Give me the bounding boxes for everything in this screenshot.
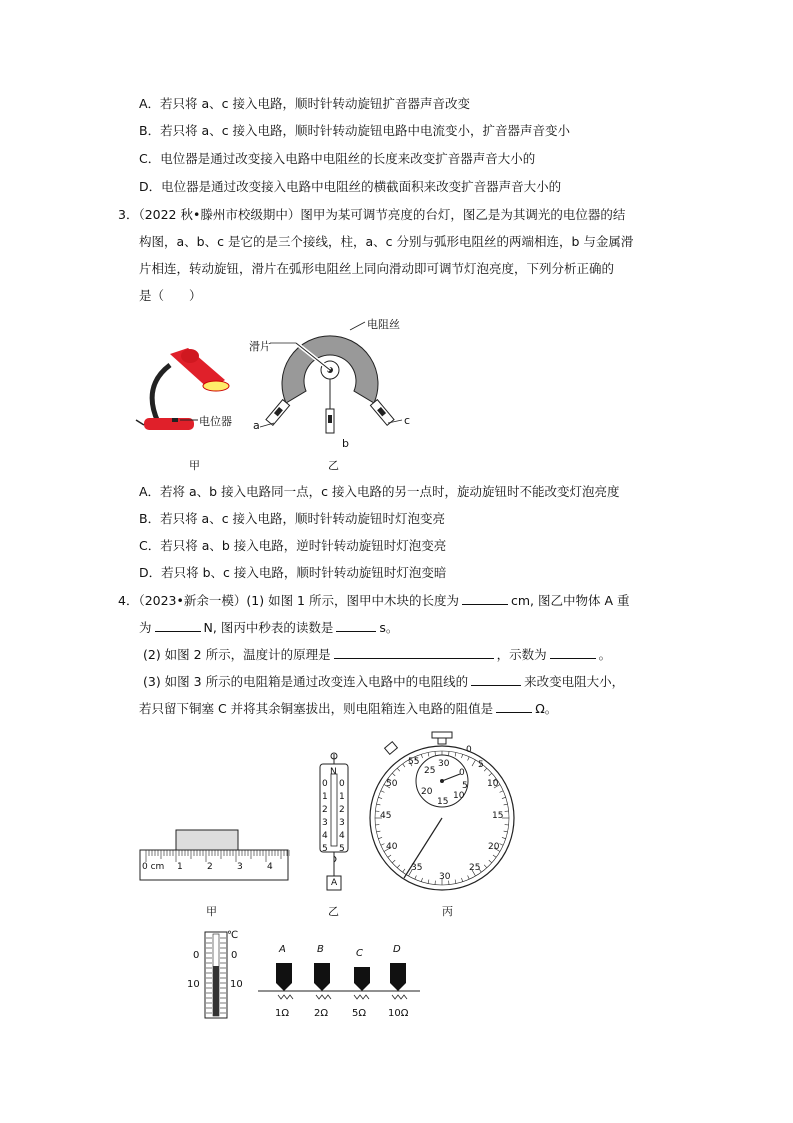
ruler-tick-3: 3 [237,862,243,872]
spring-scale-right-4: 4 [339,831,345,841]
plug-c-label: C [356,948,363,959]
outer-dial-25: 25 [469,863,481,873]
terminal-b-label: b [342,437,349,450]
outer-dial-40: 40 [386,842,398,852]
spring-scale-left-4: 4 [322,831,328,841]
thermo-left-10: 10 [187,979,200,990]
fig1-bing-label: 丙 [442,905,453,918]
spring-scale-left-0: 0 [322,779,328,789]
resistance-box-figure [258,955,420,1011]
plug-b-label: B [317,944,324,955]
terminal-c-label: c [404,414,411,427]
slider-label: 滑片 [249,340,271,353]
outer-dial-55: 55 [408,757,420,767]
q2-option-c: C．电位器是通过改变接入电路中电阻丝的长度来改变扩音器声音大小的 [139,151,536,166]
q3-option-c: C．若只将 a、b 接入电路，逆时针转动旋钮时灯泡变亮 [139,538,447,553]
outer-dial-30: 30 [439,872,451,882]
ruler-tick-2: 2 [207,862,213,872]
outer-dial-35: 35 [411,863,423,873]
inner-dial-5: 5 [462,781,468,791]
outer-dial-5: 5 [478,760,484,770]
resistance-wire-label: 电阻丝 [367,318,400,331]
q4-line2: 为 N, 图丙中秒表的读数是 s。 [139,620,399,635]
outer-dial-0: 0 [466,745,472,755]
fig-jia-label: 甲 [189,459,200,472]
resistor-1-label: 1Ω [275,1008,290,1019]
answer-blank-principle[interactable] [334,646,494,659]
ruler-block-figure [138,826,290,882]
outer-dial-20: 20 [488,842,500,852]
spring-scale-left-1: 1 [322,792,328,802]
q3-stem-line4: 是（ ） [139,288,202,303]
resistor-10-label: 10Ω [388,1008,409,1019]
outer-dial-10: 10 [487,779,499,789]
spring-scale-left-2: 2 [322,805,328,815]
resistor-2-label: 2Ω [314,1008,329,1019]
q3-option-a: A．若将 a、b 接入电路同一点，c 接入电路的另一点时，旋动旋钮时不能改变灯泡亮度 [139,484,620,499]
resistor-5-label: 5Ω [352,1008,367,1019]
inner-dial-30: 30 [438,759,450,769]
outer-dial-50: 50 [386,779,398,789]
answer-blank-weight[interactable] [155,619,201,632]
plug-a-label: A [279,944,286,955]
spring-scale-left-3: 3 [322,818,328,828]
outer-dial-45: 45 [380,811,392,821]
potentiometer-label: 电位器 [199,415,232,428]
spring-scale-right-3: 3 [339,818,345,828]
inner-dial-20: 20 [421,787,433,797]
thermo-right-10: 10 [230,979,243,990]
ruler-tick-0: 0 cm [142,862,165,872]
answer-blank-temperature[interactable] [550,646,596,659]
inner-dial-25: 25 [424,766,436,776]
spring-scale-right-1: 1 [339,792,345,802]
desk-lamp-figure [130,340,250,440]
q4-line4: (3) 如图 3 所示的电阻箱是通过改变连入电路中的电阻线的 来改变电阻大小， [143,674,625,689]
q2-option-a: A．若只将 a、c 接入电路，顺时针转动旋钮扩音器声音改变 [139,96,471,111]
q4-line5: 若只留下铜塞 C 并将其余铜塞拔出，则电阻箱连入电路的阻值是 Ω。 [139,701,558,716]
fig1-jia-label: 甲 [206,905,217,918]
thermo-right-0: 0 [231,950,238,961]
fig1-yi-label: 乙 [328,905,339,918]
q3-option-d: D．若只将 b、c 接入电路，顺时针转动旋钮时灯泡变暗 [139,565,447,580]
fig-yi-label: 乙 [328,459,339,472]
answer-blank-wire-property[interactable] [471,673,521,686]
potentiometer-diagram [250,315,420,450]
q3-option-b: B．若只将 a、c 接入电路，顺时针转动旋钮时灯泡变亮 [139,511,446,526]
answer-blank-resistance[interactable] [496,700,532,713]
spring-scale-right-2: 2 [339,805,345,815]
terminal-a-label: a [253,419,260,432]
q3-stem-line3: 片相连，转动旋钮，滑片在弧形电阻丝上同向滑动即可调节灯泡亮度，下列分析正确的 [139,261,615,276]
inner-dial-15: 15 [437,797,449,807]
q2-option-b: B．若只将 a、c 接入电路，顺时针转动旋钮电路中电流变小，扩音器声音变小 [139,123,571,138]
q2-option-d: D．电位器是通过改变接入电路中电阻丝的横截面积来改变扩音器声音大小的 [139,179,562,194]
ruler-tick-4: 4 [267,862,273,872]
q3-stem-line2: 构图，a、b、c 是它的是三个接线，柱，a、c 分别与弧形电阻丝的两端相连，b 与金属滑 [139,234,634,249]
spring-unit: N [330,767,337,777]
answer-blank-stopwatch[interactable] [336,619,376,632]
q4-line3: (2) 如图 2 所示，温度计的原理是 ，示数为 。 [143,647,612,662]
answer-blank-length[interactable] [462,592,508,605]
plug-d-label: D [393,944,401,955]
inner-dial-0: 0 [459,768,465,778]
thermometer-unit: ℃ [227,930,239,941]
thermo-left-0: 0 [193,950,200,961]
thermometer-figure [200,930,240,1020]
spring-scale-right-0: 0 [339,779,345,789]
spring-scale-left-5: 5 [322,844,328,854]
q3-stem-line1: 3．（2022 秋•滕州市校级期中）图甲为某可调节亮度的台灯，图乙是为其调光的电位器的结 [118,207,626,222]
q4-line1: 4．（2023•新余一模）(1) 如图 1 所示，图甲中木块的长度为 cm, 图乙中物体 A 重 [118,593,630,608]
spring-object-label: A [331,878,338,888]
spring-scale-right-5: 5 [339,844,345,854]
inner-dial-10: 10 [453,791,465,801]
ruler-tick-1: 1 [177,862,183,872]
outer-dial-15: 15 [492,811,504,821]
